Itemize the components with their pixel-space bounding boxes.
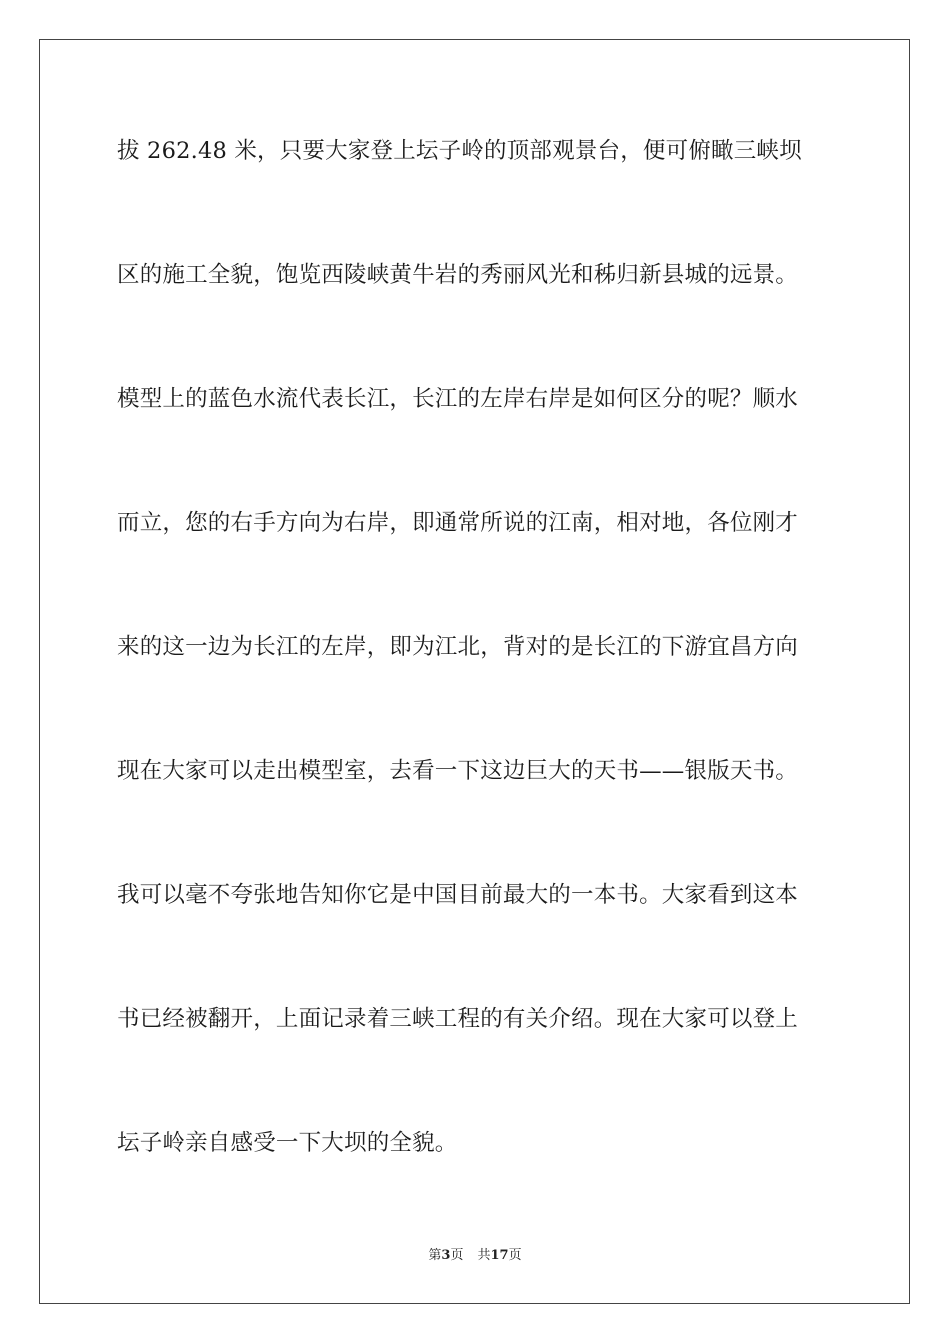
total-prefix: 共 (477, 1248, 491, 1263)
body-text-line: 坛子岭亲自感受一下大坝的全貌。 (117, 1130, 458, 1156)
body-text-line: 现在大家可以走出模型室，去看一下这边巨大的天书——银版天书。 (117, 758, 799, 784)
body-text-line: 模型上的蓝色水流代表长江，长江的左岸右岸是如何区分的呢？顺水 (117, 386, 799, 412)
page-border (39, 39, 910, 1304)
body-text-line: 我可以毫不夸张地告知你它是中国目前最大的一本书。大家看到这本 (117, 882, 799, 908)
page-suffix: 页 (450, 1248, 464, 1263)
total-suffix: 页 (508, 1248, 522, 1263)
body-text-line: 来的这一边为长江的左岸，即为江北，背对的是长江的下游宜昌方向 (117, 634, 799, 660)
body-text-line: 而立，您的右手方向为右岸，即通常所说的江南，相对地，各位刚才 (117, 510, 799, 536)
body-text-line: 书已经被翻开，上面记录着三峡工程的有关介绍。现在大家可以登上 (117, 1006, 799, 1032)
body-text-line: 区的施工全貌，饱览西陵峡黄牛岩的秀丽风光和秭归新县城的远景。 (117, 262, 799, 288)
current-page-number: 3 (441, 1248, 451, 1263)
total-pages-number: 17 (490, 1248, 509, 1263)
page-prefix: 第 (428, 1248, 442, 1263)
page-footer (0, 1247, 950, 1265)
body-text-line: 拔 262.48 米，只要大家登上坛子岭的顶部观景台，便可俯瞰三峡坝 (117, 138, 802, 164)
